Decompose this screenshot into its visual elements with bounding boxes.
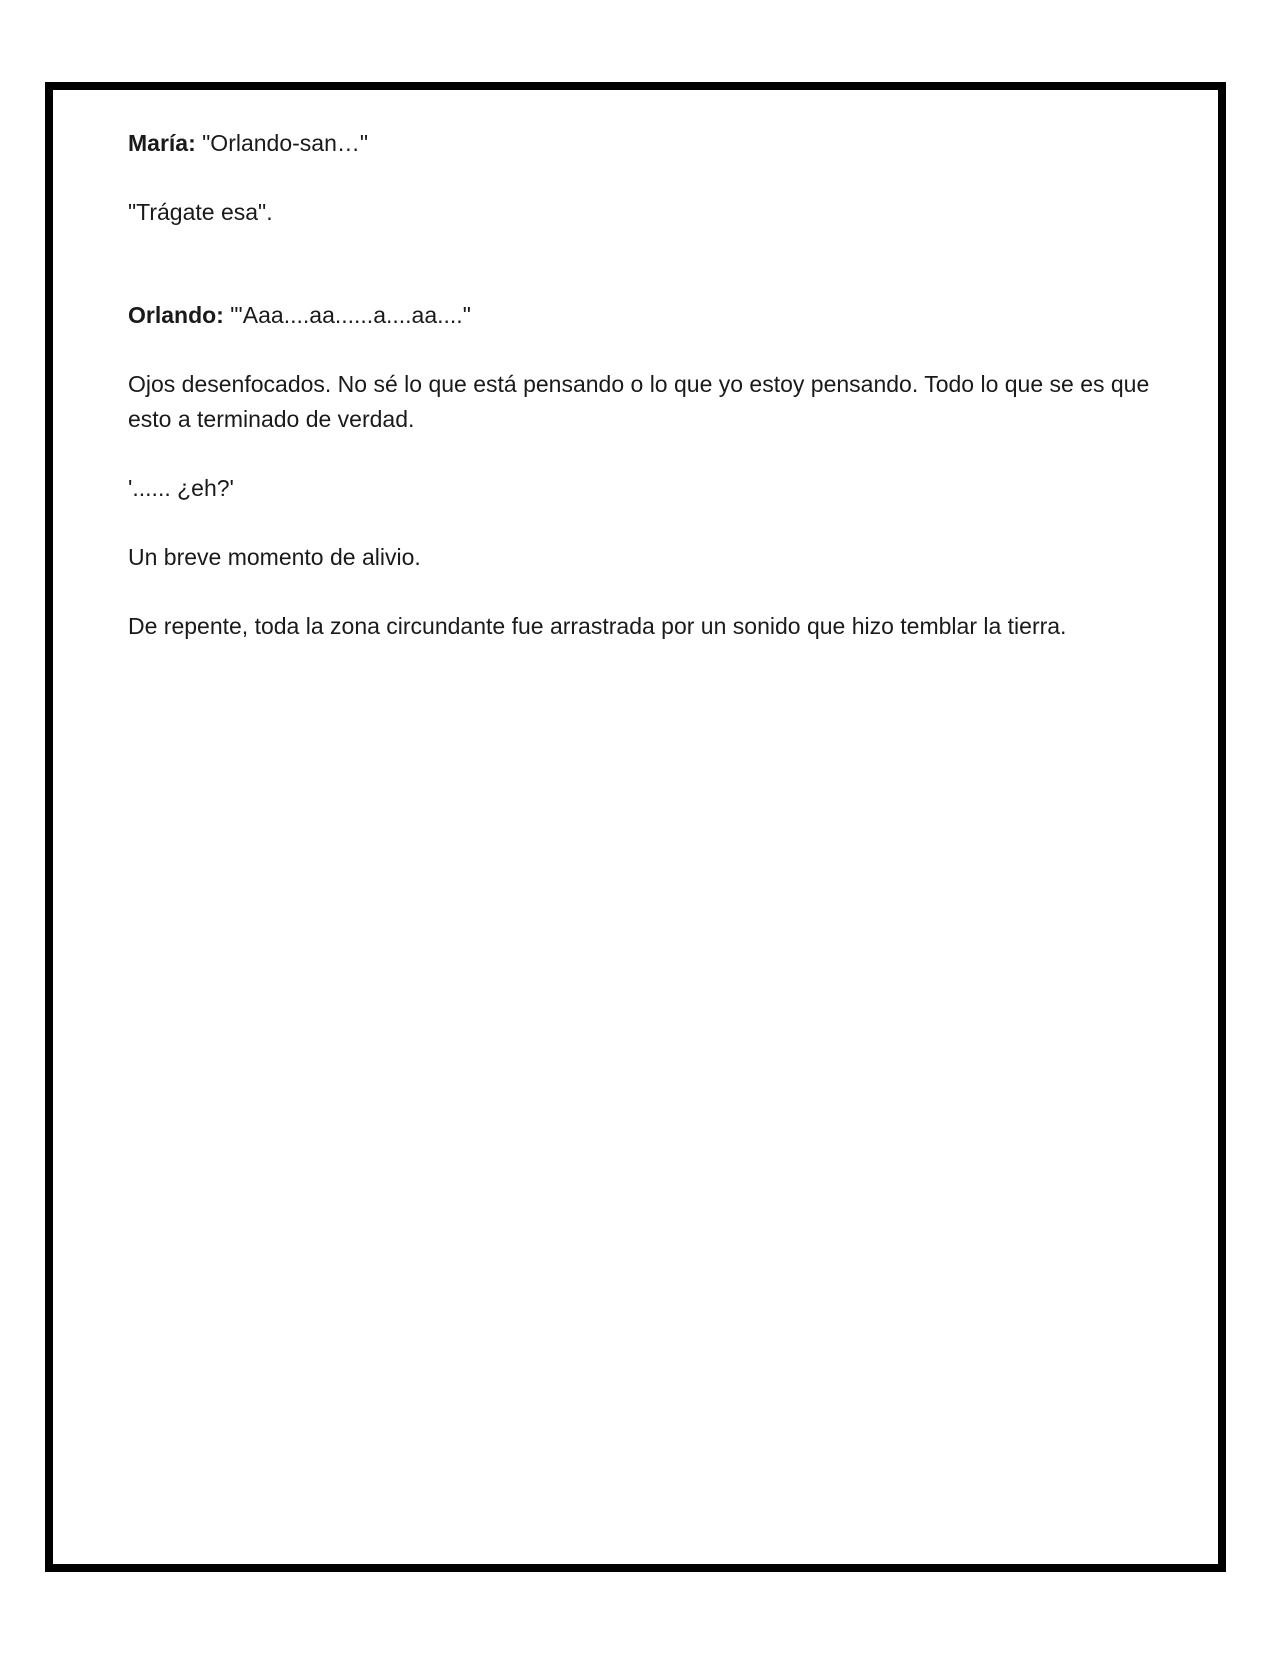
speaker-name: María:	[128, 130, 196, 156]
dialogue-line	[128, 126, 1168, 161]
dialogue-line	[128, 298, 1168, 333]
dialogue-text: "Trágate esa".	[128, 199, 273, 225]
narration-paragraph: De repente, toda la zona circundante fue arrastrada por un sonido que hizo temblar la tierra.	[128, 613, 1067, 639]
dialogue-text: "Orlando-san…"	[195, 130, 369, 156]
document-body	[128, 126, 1168, 678]
narration-paragraph: Ojos desenfocados. No sé lo que está pensando o lo que yo estoy pensando. Todo lo que se es que esto a terminado de verdad.	[128, 371, 1150, 432]
dialogue-line	[128, 195, 1168, 230]
dialogue-text: "'Aaa....aa......a....aa...."	[223, 302, 471, 328]
narration-paragraph: Un breve momento de alivio.	[128, 544, 421, 570]
thought-line: '...... ¿eh?'	[128, 475, 234, 501]
speaker-name: Orlando:	[128, 302, 224, 328]
